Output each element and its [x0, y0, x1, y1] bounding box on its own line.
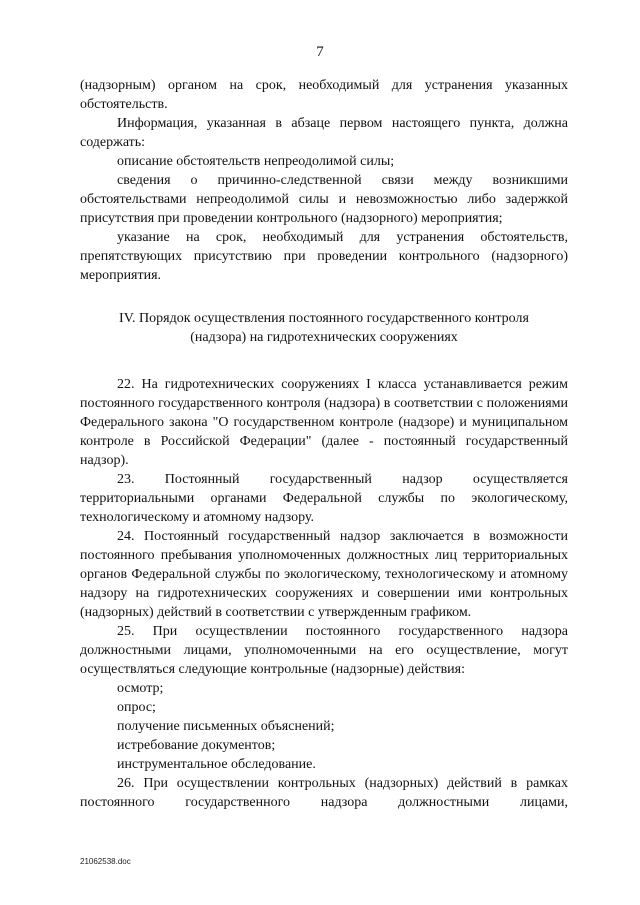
- paragraph: 22. На гидротехнических сооружениях I класса устанавливается режим постоянного государственного контроля (надзора) в соответствии с положениями Федерального закона "О государственном контроле (надзоре) и муниципальном контроле в Российской Федерации" (далее - постоянный государственный надзор).: [80, 377, 568, 468]
- list-item: получение письменных объяснений;: [117, 719, 335, 734]
- list-item: истребование документов;: [117, 738, 276, 753]
- document-body: [80, 76, 568, 812]
- paragraphs-bottom: [80, 375, 568, 812]
- paragraph: 25. При осуществлении постоянного государственного надзора должностными лицами, уполномоченными на его осуществление, могут осуществляться следующие контрольные (надзорные) действия:: [80, 624, 568, 677]
- paragraph: Информация, указанная в абзаце первом настоящего пункта, должна содержать:: [80, 116, 568, 150]
- paragraph: 24. Постоянный государственный надзор заключается в возможности постоянного пребывания уполномоченных должностных лиц территориальных органов Федеральной службы по экологическому, технологическому и атомному надзору на гидротехнических сооружениях и совершении ими контрольных (надзорных) действий в соответствии с утвержденным графиком.: [80, 529, 568, 620]
- list-item: инструментальное обследование.: [117, 757, 316, 772]
- paragraph: 26. При осуществлении контрольных (надзорных) действий в рамках постоянного государственного надзора должностными лицами,: [80, 776, 568, 810]
- list-item: опрос;: [117, 700, 156, 715]
- paragraph: (надзорным) органом на срок, необходимый для устранения указанных обстоятельств.: [80, 78, 568, 112]
- paragraphs-top: [80, 76, 568, 285]
- list-item: осмотр;: [117, 681, 164, 696]
- footer-filename: 21062538.doc: [80, 857, 131, 866]
- paragraph: 23. Постоянный государственный надзор осуществляется территориальными органами Федеральной службы по экологическому, технологическому и атомному надзору.: [80, 472, 568, 525]
- page-number: 7: [316, 44, 324, 60]
- paragraph: сведения о причинно-следственной связи между возникшими обстоятельствами непреодолимой силы и невозможностью либо задержкой присутствия при проведении контрольного (надзорного) мероприятия;: [80, 173, 568, 226]
- paragraph: указание на срок, необходимый для устранения обстоятельств, препятствующих присутствию при проведении контрольного (надзорного) мероприятия.: [80, 230, 568, 283]
- section-heading: IV. Порядок осуществления постоянного государственного контроля (надзора) на гидротехнических сооружениях: [119, 311, 529, 345]
- paragraph: описание обстоятельств непреодолимой силы;: [117, 154, 395, 169]
